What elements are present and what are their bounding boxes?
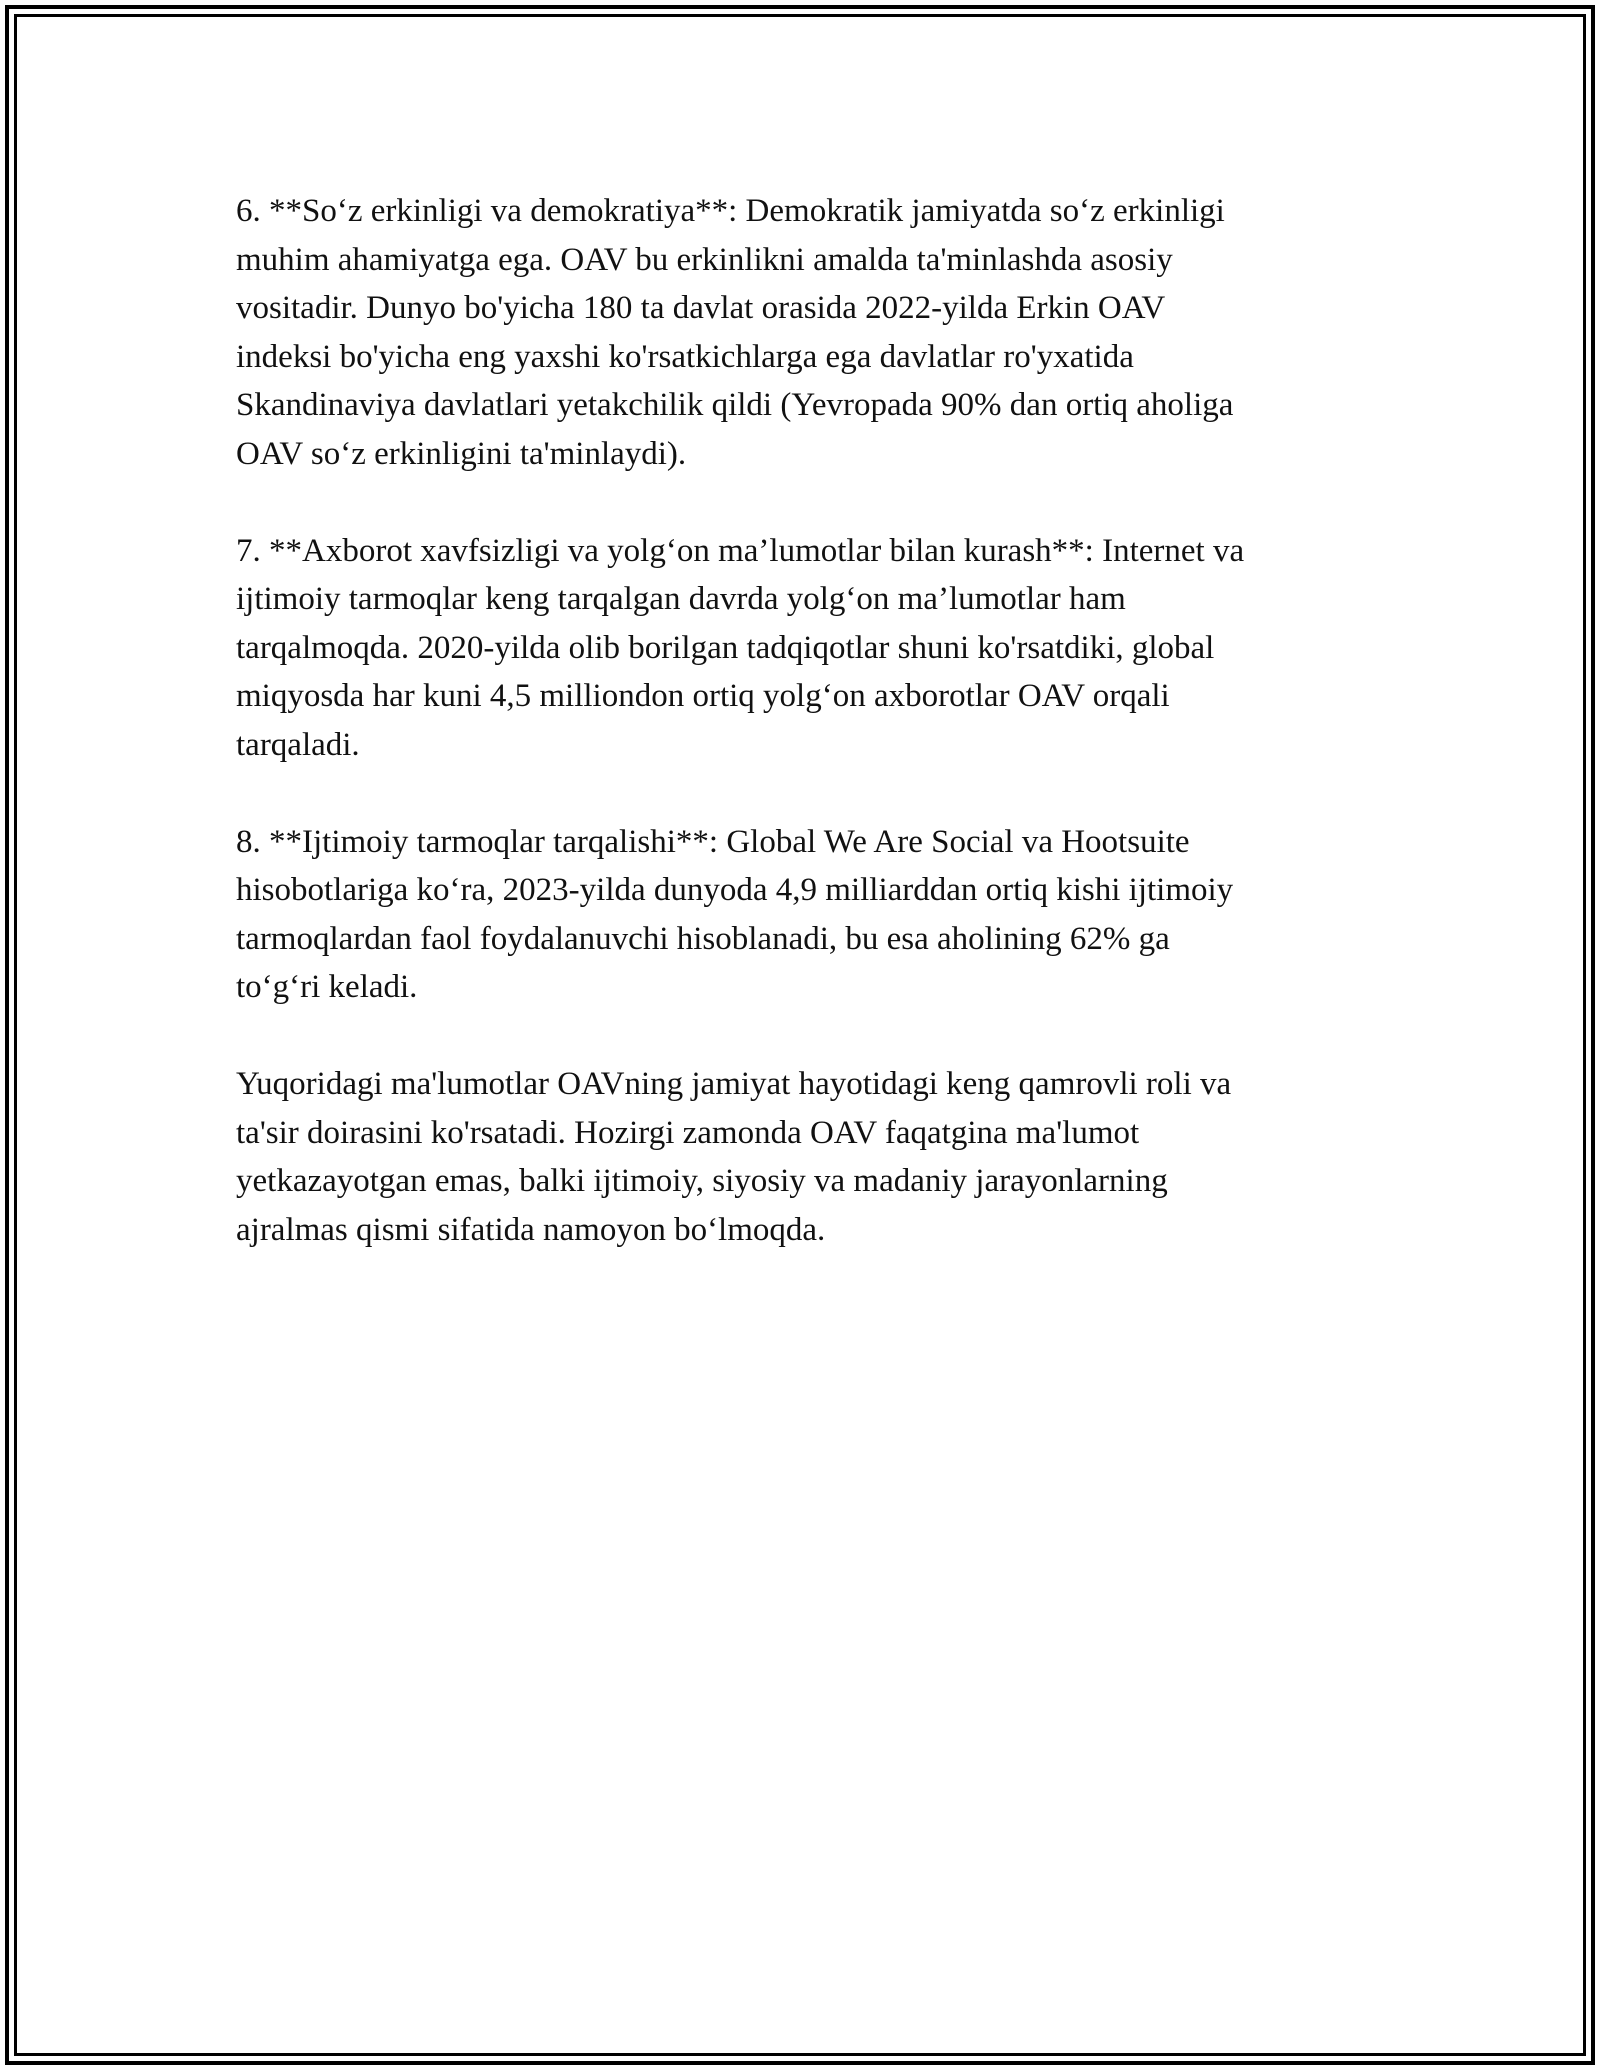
text-line: tarqaladi. bbox=[236, 726, 360, 763]
text-line: hisobotlariga ko‘ra, 2023-yilda dunyoda 4,9 milliarddan ortiq kishi ijtimoiy bbox=[236, 872, 1234, 908]
text-line: Skandinaviya davlatlari yetakchilik qildi (Yevropada 90% dan ortiq aholiga bbox=[236, 387, 1234, 423]
text-line: ijtimoiy tarmoqlar keng tarqalgan davrda yolg‘on ma’lumotlar ham bbox=[236, 581, 1126, 617]
text-line: vositadir. Dunyo bo'yicha 180 ta davlat orasida 2022-yilda Erkin OAV bbox=[236, 290, 1166, 326]
text-line: ajralmas qismi sifatida namoyon bo‘lmoqda. bbox=[236, 1211, 826, 1248]
text-line: tarmoqlardan faol foydalanuvchi hisoblanadi, bu esa aholining 62% ga bbox=[236, 920, 1170, 957]
text-line: 8. **Ijtimoiy tarmoqlar tarqalishi**: Global We Are Social va Hootsuite bbox=[236, 823, 1190, 860]
text-line: miqyosda har kuni 4,5 milliondon ortiq yolg‘on axborotlar OAV orqali bbox=[236, 678, 1170, 714]
text-line: yetkazayotgan emas, balki ijtimoiy, siyosiy va madaniy jarayonlarning bbox=[236, 1163, 1168, 1199]
text-line: 6. **So‘z erkinligi va demokratiya**: Demokratik jamiyatda so‘z erkinligi bbox=[236, 193, 1225, 229]
paragraph-xulosa bbox=[236, 1060, 1376, 1254]
text-line: tarqalmoqda. 2020-yilda olib borilgan tadqiqotlar shuni ko'rsatdiki, global bbox=[236, 629, 1215, 666]
text-line: muhim ahamiyatga ega. OAV bu erkinlikni amalda ta'minlashda asosiy bbox=[236, 241, 1173, 278]
text-line: indeksi bo'yicha eng yaxshi ko'rsatkichlarga ega davlatlar ro'yxatida bbox=[236, 338, 1134, 375]
paragraph-soz-erkinligi bbox=[236, 187, 1376, 478]
text-line: OAV so‘z erkinligini ta'minlaydi). bbox=[236, 435, 687, 472]
text-line: to‘g‘ri keladi. bbox=[236, 969, 418, 1005]
paragraph-ijtimoiy-tarmoqlar bbox=[236, 818, 1376, 1012]
document-body bbox=[236, 187, 1376, 1303]
paragraph-axborot-xavfsizligi bbox=[236, 527, 1376, 770]
text-line: Yuqoridagi ma'lumotlar OAVning jamiyat hayotidagi keng qamrovli roli va bbox=[236, 1066, 1232, 1102]
text-line: 7. **Axborot xavfsizligi va yolg‘on ma’lumotlar bilan kurash**: Internet va bbox=[236, 532, 1245, 569]
text-line: ta'sir doirasini ko'rsatadi. Hozirgi zamonda OAV faqatgina ma'lumot bbox=[236, 1114, 1140, 1151]
